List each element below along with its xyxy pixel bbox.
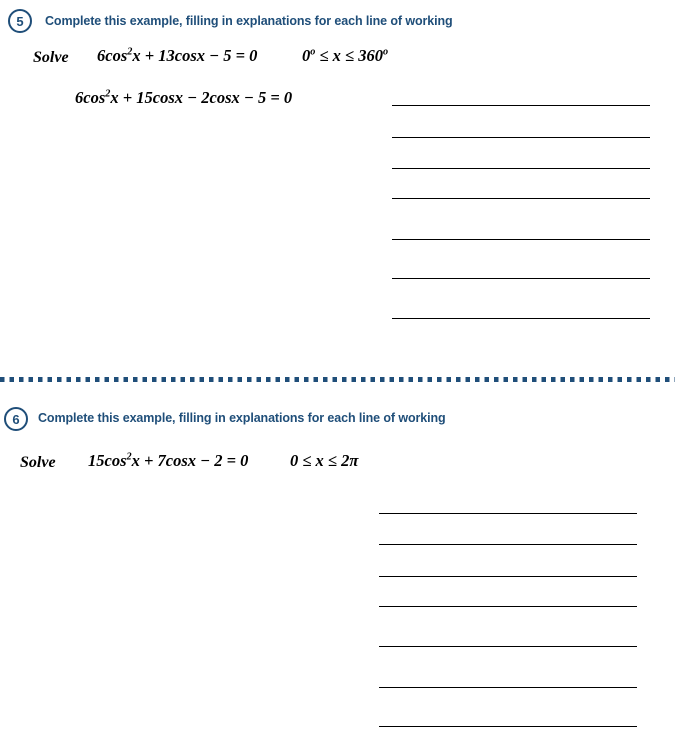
solve-label: Solve — [20, 454, 56, 471]
prompt-text: Complete this example, filling in explanations for each line of working — [45, 14, 453, 28]
working-pre: 6cos — [75, 88, 106, 107]
prompt-text: Complete this example, filling in explanations for each line of working — [38, 411, 446, 425]
section-divider — [0, 377, 675, 382]
working-post: x + 15cosx − 2cosx − 5 = 0 — [110, 88, 293, 107]
equation-exponent: 2 — [126, 451, 132, 463]
question-number-badge — [4, 407, 28, 431]
working-line — [75, 87, 292, 109]
equation-pre: 6cos — [97, 46, 128, 65]
domain-constraint — [302, 45, 388, 67]
equation — [88, 450, 248, 472]
equation-post: x + 7cosx − 2 = 0 — [131, 451, 249, 470]
answer-line — [379, 576, 637, 577]
answer-line — [392, 137, 650, 138]
answer-line — [392, 239, 650, 240]
answer-line — [392, 318, 650, 319]
answer-line — [379, 606, 637, 607]
equation-post: x + 13cosx − 5 = 0 — [132, 46, 258, 65]
answer-line — [392, 278, 650, 279]
equation-exponent: 2 — [127, 46, 133, 58]
degree-sup: o — [310, 46, 316, 58]
solve-label: Solve — [33, 49, 69, 66]
answer-line — [379, 544, 637, 545]
answer-line — [379, 646, 637, 647]
answer-line — [392, 105, 650, 106]
question-number-badge — [8, 9, 32, 33]
answer-line — [379, 513, 637, 514]
degree-sup: o — [382, 46, 389, 58]
answer-line — [379, 687, 637, 688]
answer-line — [392, 168, 650, 169]
question-number: 6 — [12, 411, 20, 427]
equation — [97, 45, 257, 67]
equation-pre: 15cos — [88, 451, 127, 470]
working-exponent: 2 — [105, 88, 111, 100]
answer-line — [379, 726, 637, 727]
domain-mid: ≤ x ≤ 360 — [315, 46, 383, 65]
domain-pre: 0 — [302, 46, 311, 65]
answer-line — [392, 198, 650, 199]
domain-constraint: 0 ≤ x ≤ 2π — [290, 451, 359, 470]
question-number: 5 — [16, 13, 24, 29]
